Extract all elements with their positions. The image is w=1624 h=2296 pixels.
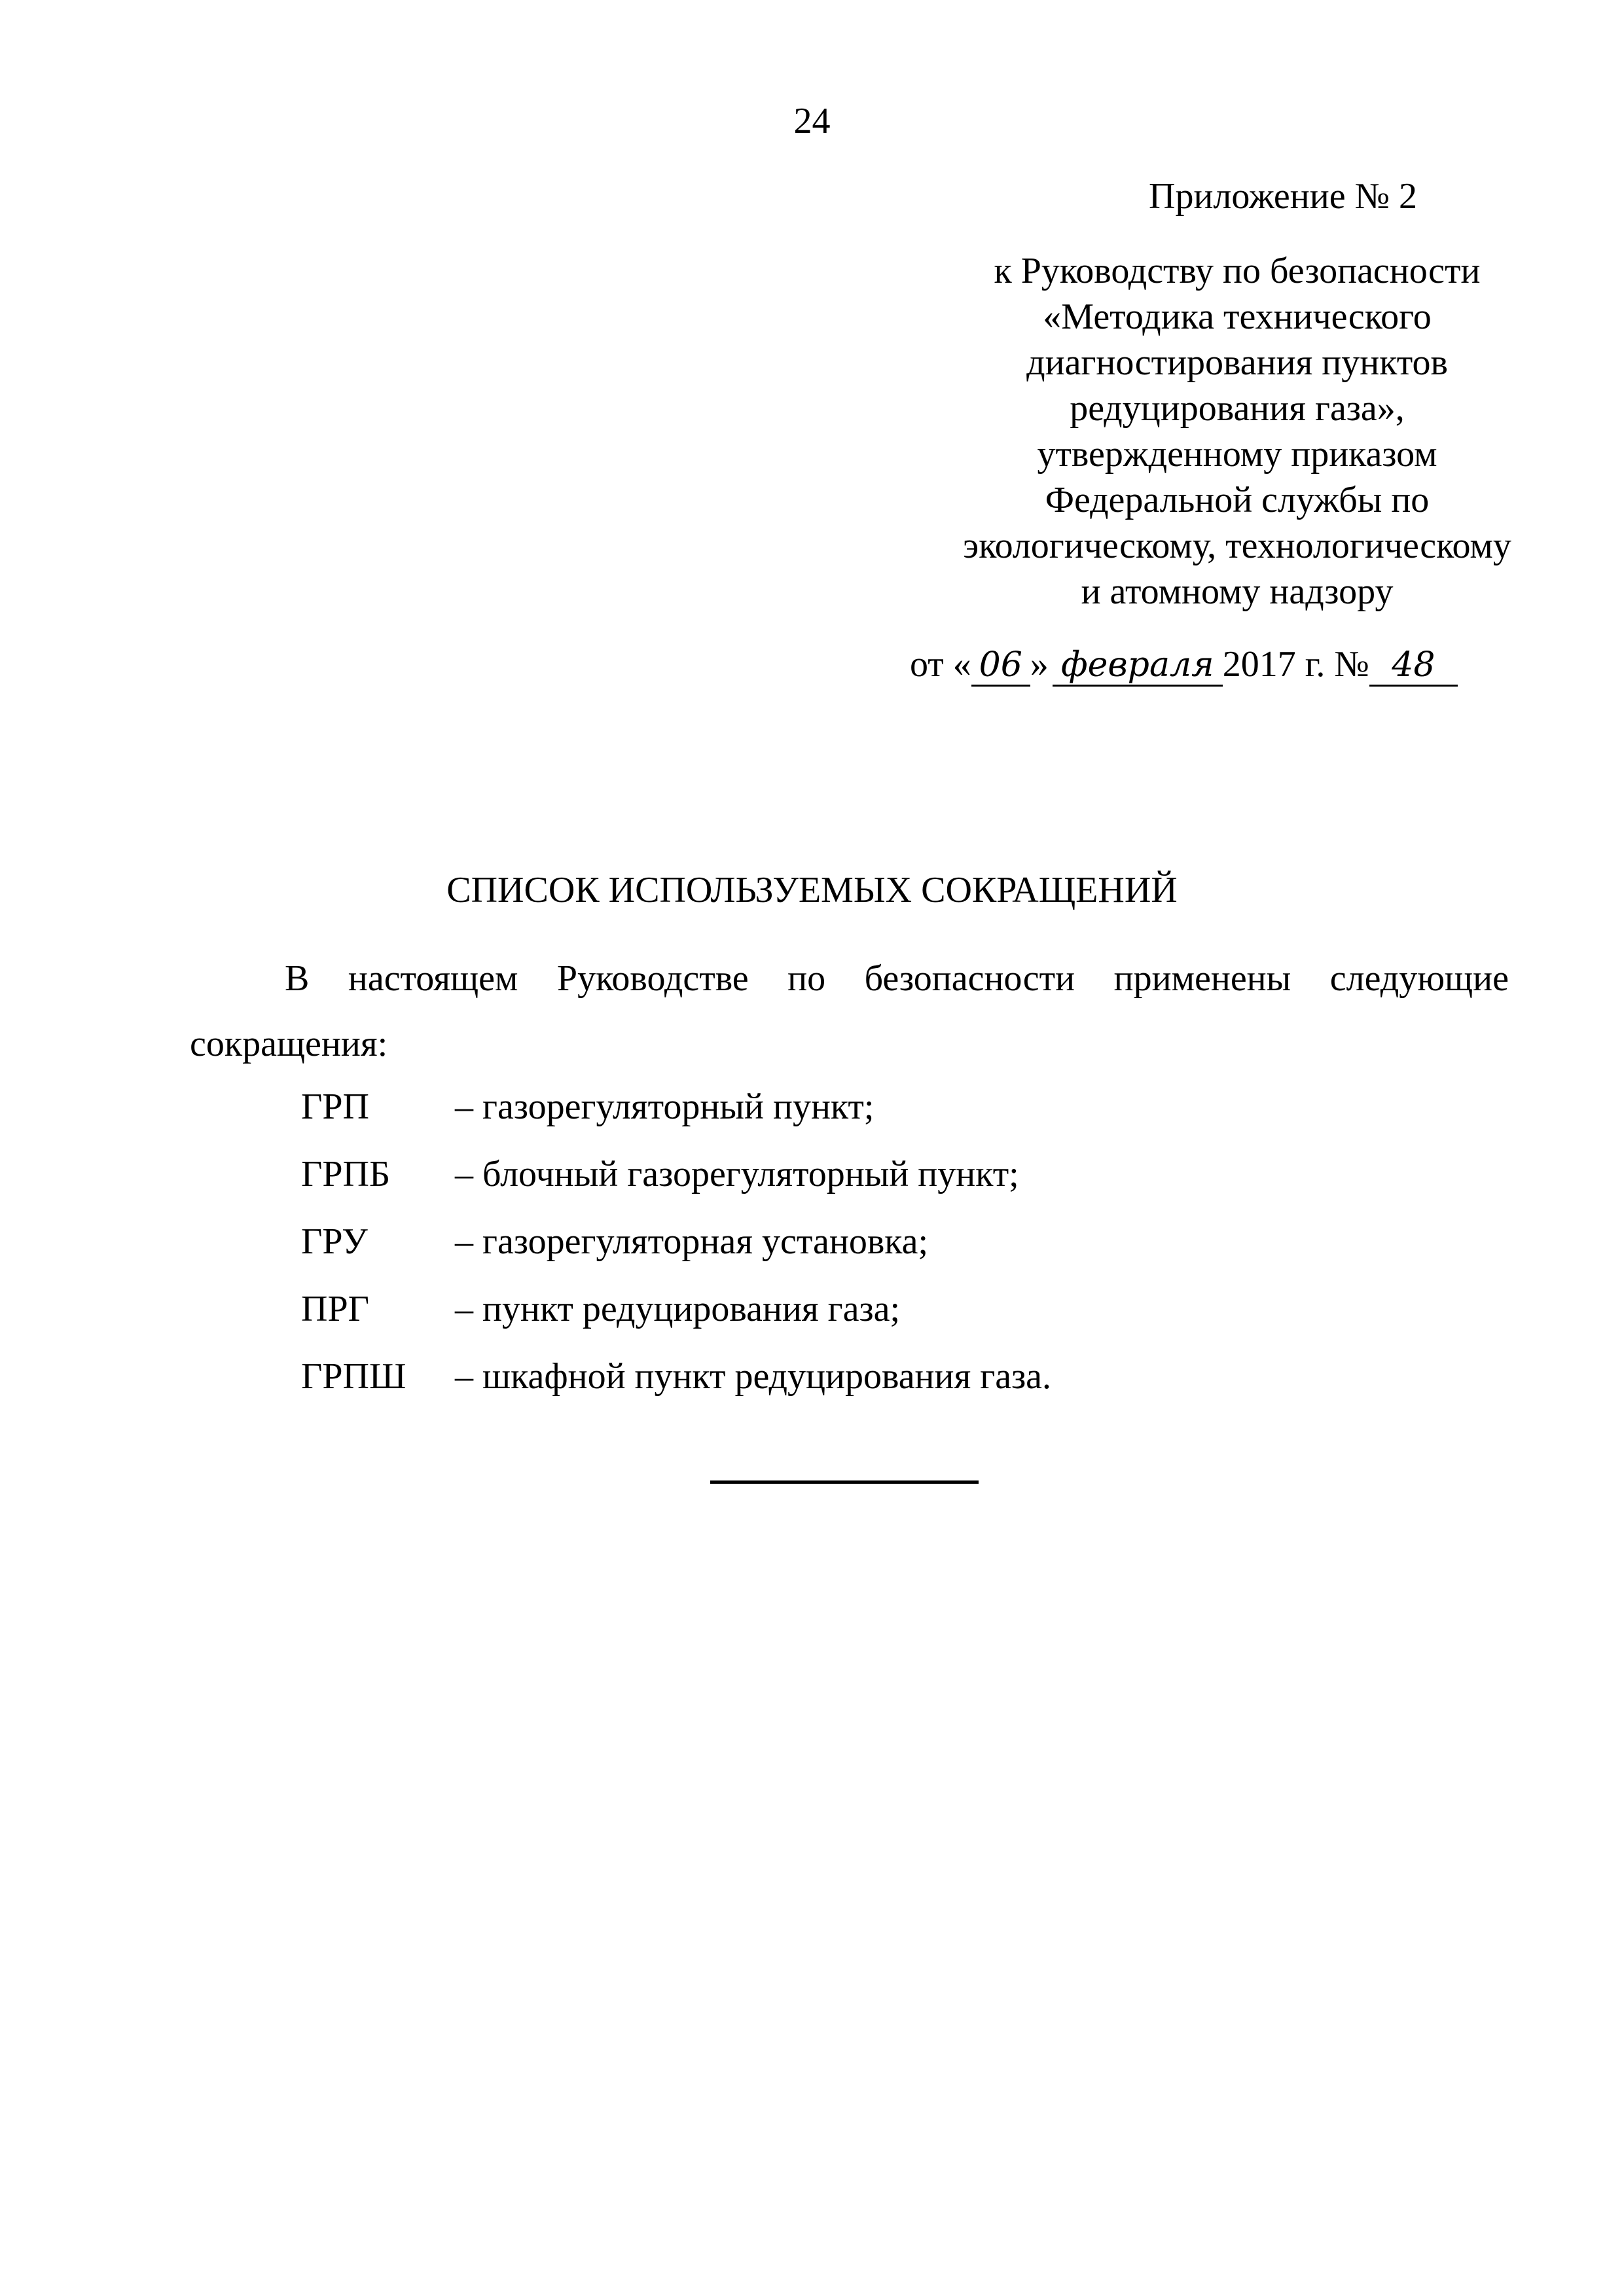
list-item xyxy=(301,1208,1545,1276)
list-item xyxy=(301,1276,1545,1343)
approval-year: 2017 г. № xyxy=(1222,644,1369,685)
abbreviation-definition: – шкафной пункт редуцирования газа. xyxy=(455,1356,1052,1397)
appendix-line: диагностирования пунктов xyxy=(1026,342,1448,383)
handwritten-order-number: 48 xyxy=(1369,645,1458,687)
appendix-header xyxy=(864,173,1610,615)
abbreviation-term: ПРГ xyxy=(301,1289,369,1329)
appendix-title: Приложение № 2 xyxy=(1149,176,1417,217)
approval-quote-close: » xyxy=(1030,644,1049,685)
appendix-line: редуцирования газа», xyxy=(1070,388,1405,429)
end-divider xyxy=(710,1480,979,1484)
handwritten-month: февраля xyxy=(1053,645,1223,687)
appendix-line: утвержденному приказом xyxy=(1037,434,1437,475)
handwritten-day: 06 xyxy=(971,645,1030,687)
abbreviation-definition: – газорегуляторный пункт; xyxy=(455,1086,875,1127)
approval-prefix: от « xyxy=(910,644,971,685)
appendix-line: и атомному надзору xyxy=(1081,571,1394,612)
appendix-line: Федеральной службы по xyxy=(1045,480,1430,520)
abbreviation-definition: – блочный газорегуляторный пункт; xyxy=(455,1154,1019,1194)
abbreviation-term: ГРП xyxy=(301,1086,369,1127)
page-number: 24 xyxy=(793,101,831,141)
appendix-line: «Методика технического xyxy=(1043,296,1432,337)
appendix-line: к Руководству по безопасности xyxy=(994,251,1481,291)
list-item xyxy=(301,1343,1545,1410)
abbreviation-term: ГРПШ xyxy=(301,1356,406,1397)
list-title: СПИСОК ИСПОЛЬЗУЕМЫХ СОКРАЩЕНИЙ xyxy=(446,870,1178,910)
approval-date-line xyxy=(910,638,1458,691)
abbreviation-definition: – газорегуляторная установка; xyxy=(455,1221,929,1262)
appendix-reference xyxy=(864,248,1610,615)
list-item xyxy=(301,1141,1545,1208)
abbreviation-list xyxy=(301,1073,1545,1410)
list-item xyxy=(301,1073,1545,1141)
appendix-line: экологическому, технологическому xyxy=(963,526,1511,566)
abbreviation-term: ГРУ xyxy=(301,1221,368,1262)
abbreviation-definition: – пункт редуцирования газа; xyxy=(455,1289,901,1329)
intro-paragraph: В настоящем Руководстве по безопасности применены следующие сокращения: xyxy=(190,958,1509,1064)
abbreviation-term: ГРПБ xyxy=(301,1154,391,1194)
